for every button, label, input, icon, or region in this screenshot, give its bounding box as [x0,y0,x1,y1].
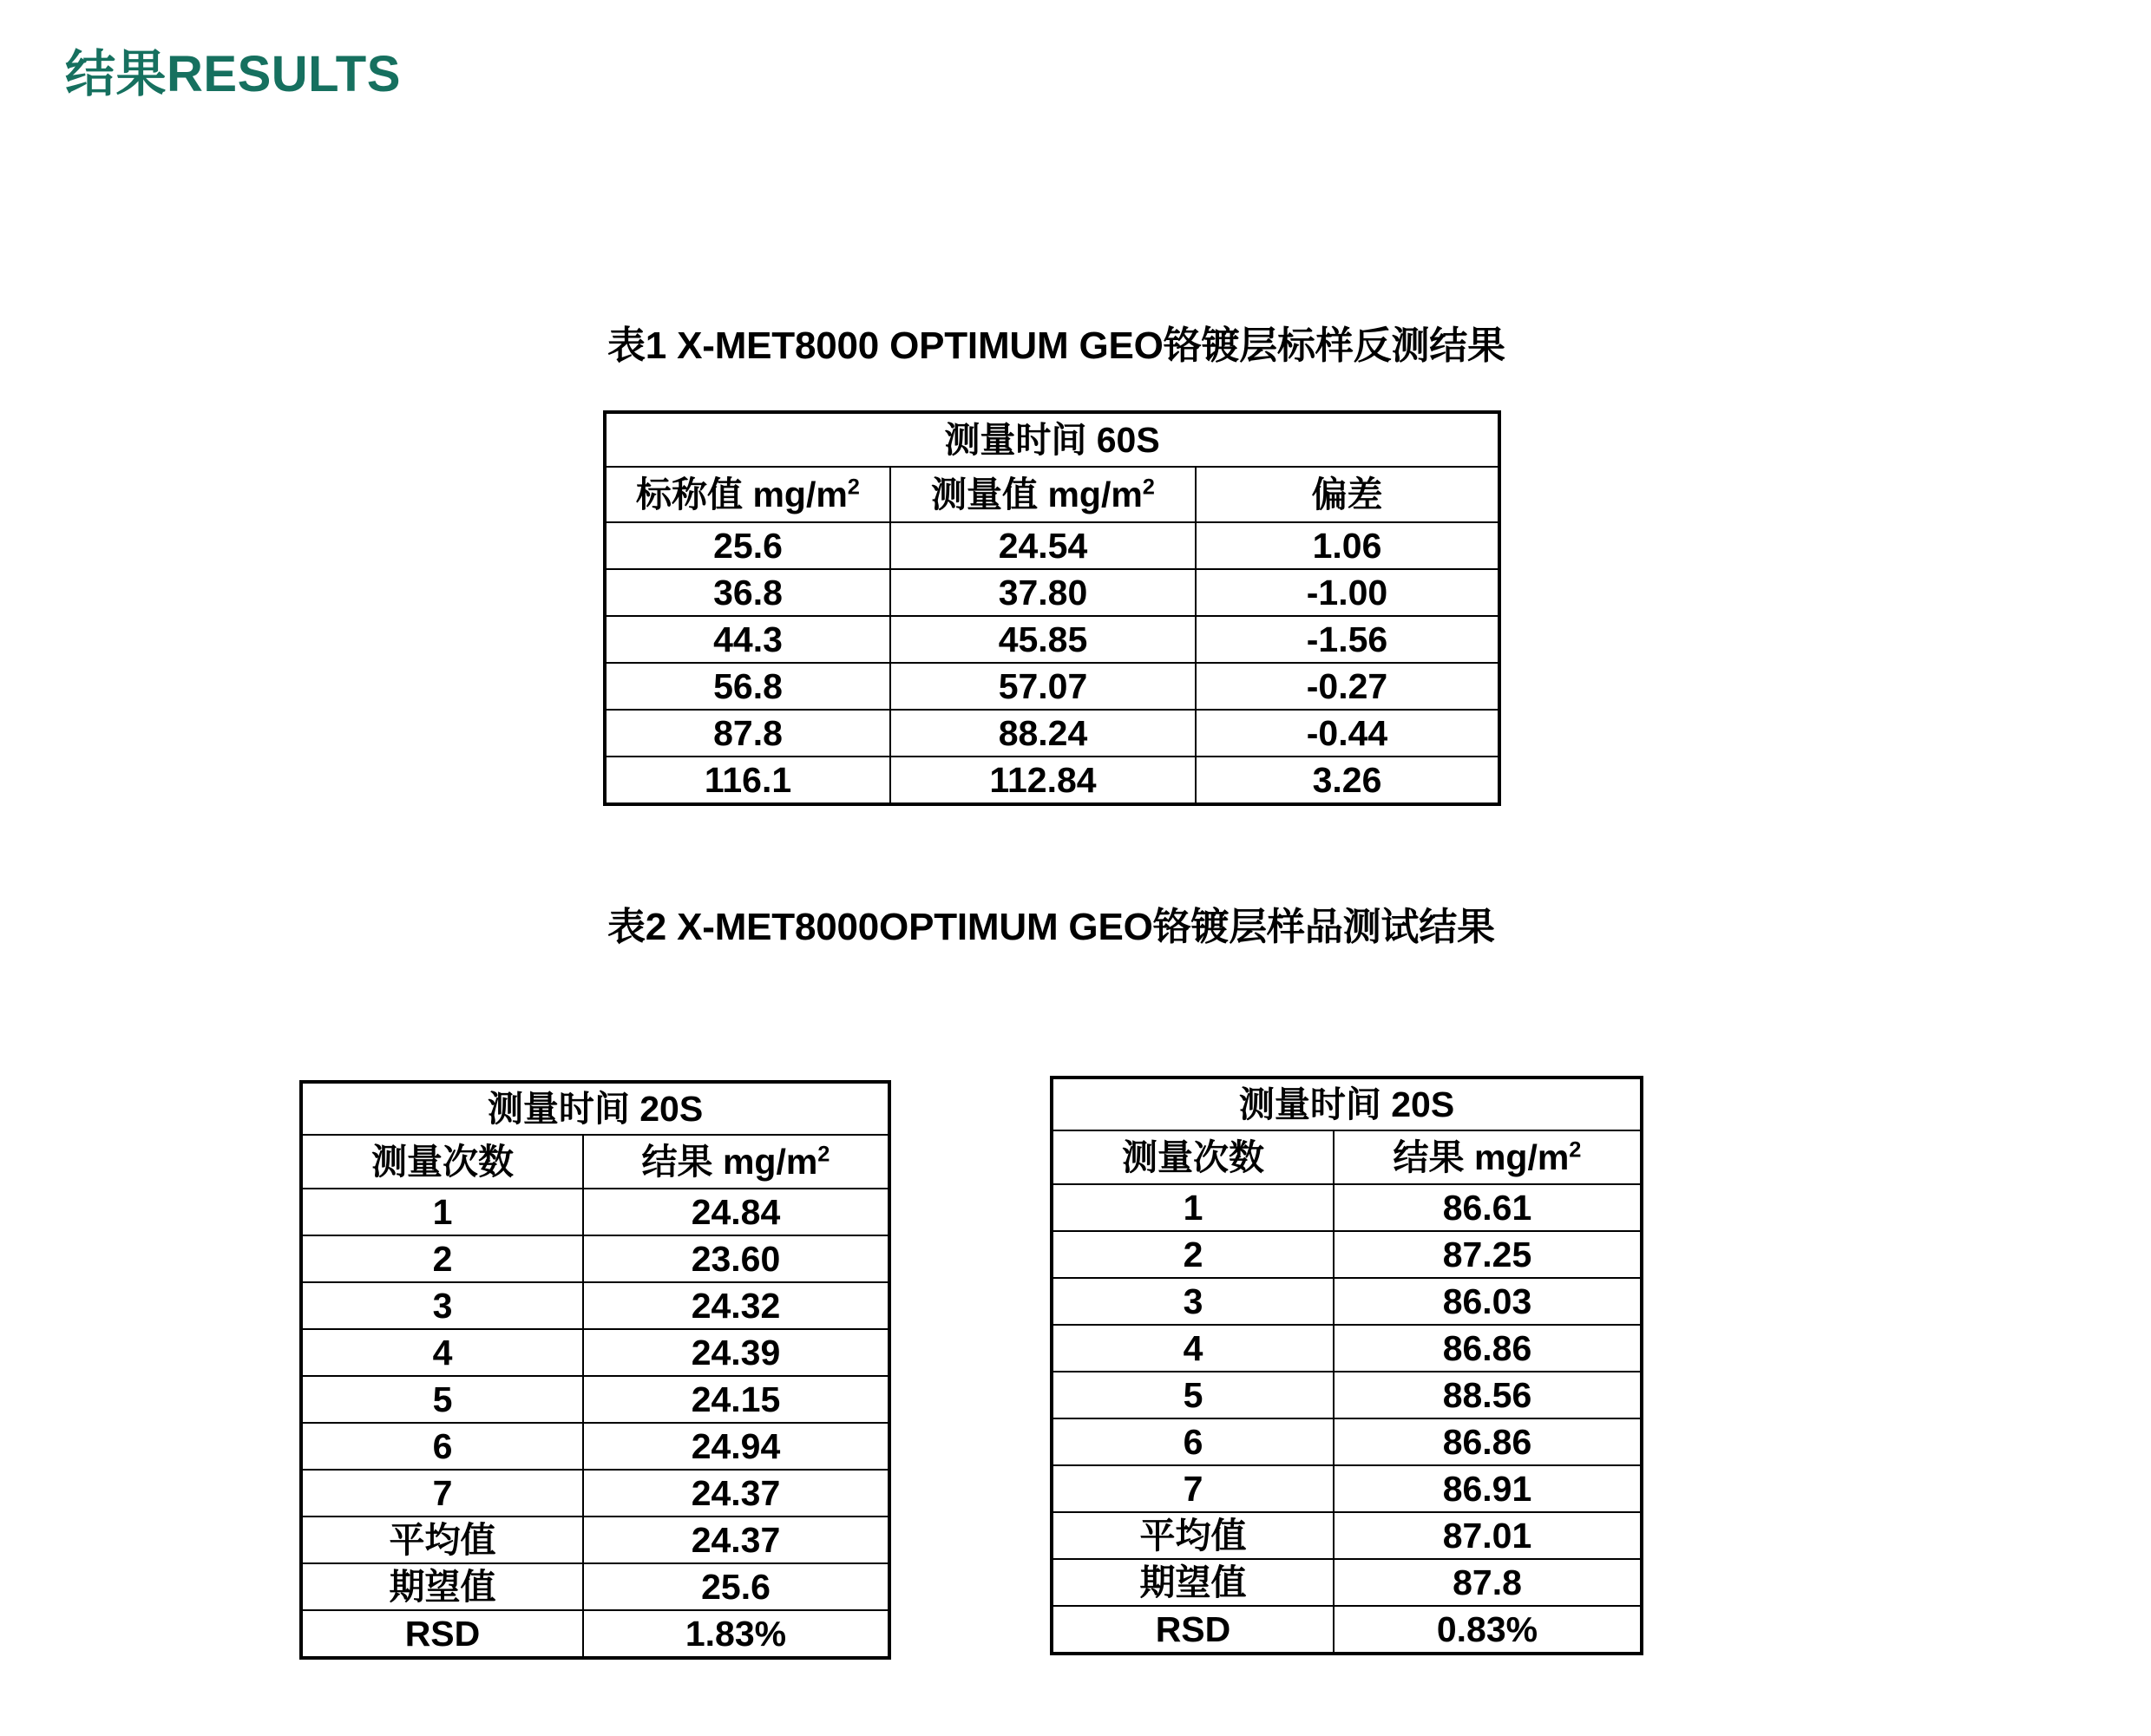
table-1-col-header-nominal-text: 标称值 mg/m [636,474,848,514]
table-row [605,663,1499,710]
cell-result: 24.32 [583,1282,889,1329]
cell-index: 2 [301,1235,583,1282]
cell-index: 6 [301,1423,583,1470]
cell-value-rsd: 1.83% [583,1610,889,1658]
table-2a-col-header-count-text: 测量次数 [371,1141,514,1182]
cell-nominal: 116.1 [605,757,890,804]
table-2a-body [301,1082,889,1658]
table-row [605,569,1499,616]
table-2-caption: 表2 X-MET8000OPTIMUM GEO铬镀层样品测试结果 [607,906,1495,948]
table-1-span-header-row [605,412,1499,467]
table-row [301,1329,889,1376]
table-row [1052,1278,1642,1325]
table-2a-measurement-time-header: 测量时间 20S [301,1082,889,1135]
table-row [1052,1184,1642,1231]
cell-label-expected: 期望值 [1052,1559,1334,1606]
table-row [301,1282,889,1329]
table-2b-col-header-result [1334,1130,1642,1184]
cell-index: 2 [1052,1231,1334,1278]
table-row [1052,1372,1642,1418]
cell-measured: 112.84 [890,757,1196,804]
cell-nominal: 25.6 [605,522,890,569]
cell-index: 4 [1052,1325,1334,1372]
cell-result: 86.86 [1334,1325,1642,1372]
table-2a-col-header-count [301,1135,583,1189]
cell-deviation: 1.06 [1196,522,1499,569]
cell-result: 87.25 [1334,1231,1642,1278]
cell-result: 23.60 [583,1235,889,1282]
sample-repeatability-table-low [299,1080,891,1660]
table-row-expected [1052,1559,1642,1606]
table-row-rsd [1052,1606,1642,1654]
table-row [301,1376,889,1423]
table-row [301,1235,889,1282]
table-1-col-header-measured-text: 测量值 mg/m [931,474,1143,514]
cell-label-average: 平均值 [1052,1512,1334,1559]
table-row [1052,1231,1642,1278]
table-row-average [301,1517,889,1563]
cell-result: 86.86 [1334,1418,1642,1465]
table-row-average [1052,1512,1642,1559]
cell-value-average: 87.01 [1334,1512,1642,1559]
cell-value-expected: 87.8 [1334,1559,1642,1606]
table-row-expected [301,1563,889,1610]
table-1-col-header-nominal [605,467,890,522]
cell-deviation: -0.27 [1196,663,1499,710]
table-row [301,1189,889,1235]
table-2b-body [1052,1078,1642,1654]
table-2b-col-header-count-text: 测量次数 [1122,1137,1264,1177]
cell-result: 88.56 [1334,1372,1642,1418]
chromium-plating-standard-verification-table [603,410,1501,806]
cell-result: 24.37 [583,1470,889,1517]
table-1-body [605,412,1499,804]
table-2a-column-header-row [301,1135,889,1189]
table-2b-col-header-result-text: 结果 mg/m [1393,1137,1570,1177]
cell-result: 86.03 [1334,1278,1642,1325]
cell-deviation: 3.26 [1196,757,1499,804]
table-2b-col-header-result-sup: 2 [1569,1137,1582,1163]
table-1-measurement-time-header: 测量时间 60S [605,412,1499,467]
cell-index: 3 [301,1282,583,1329]
cell-measured: 57.07 [890,663,1196,710]
cell-index: 1 [301,1189,583,1235]
table-row [301,1470,889,1517]
cell-result: 24.15 [583,1376,889,1423]
cell-index: 5 [1052,1372,1334,1418]
sample-repeatability-table-high [1050,1076,1643,1655]
cell-label-rsd: RSD [1052,1606,1334,1654]
table-2b-col-header-count [1052,1130,1334,1184]
cell-value-expected: 25.6 [583,1563,889,1610]
table-1-col-header-nominal-sup: 2 [847,475,860,500]
cell-nominal: 44.3 [605,616,890,663]
cell-nominal: 87.8 [605,710,890,757]
cell-deviation: -1.00 [1196,569,1499,616]
table-row [1052,1325,1642,1372]
table-row [301,1423,889,1470]
table-1-col-header-measured-sup: 2 [1142,475,1155,500]
table-row [1052,1418,1642,1465]
table-2a-col-header-result-text: 结果 mg/m [641,1141,818,1182]
cell-index: 4 [301,1329,583,1376]
cell-measured: 24.54 [890,522,1196,569]
page-title: 结果RESULTS [65,46,401,102]
cell-index: 6 [1052,1418,1334,1465]
cell-result: 24.94 [583,1423,889,1470]
cell-measured: 37.80 [890,569,1196,616]
table-row [605,616,1499,663]
table-2a-span-header-row [301,1082,889,1135]
cell-index: 7 [1052,1465,1334,1512]
cell-label-expected: 期望值 [301,1563,583,1610]
table-2b-column-header-row [1052,1130,1642,1184]
cell-deviation: -0.44 [1196,710,1499,757]
table-row [1052,1465,1642,1512]
table-1-col-header-deviation [1196,467,1499,522]
cell-label-average: 平均值 [301,1517,583,1563]
table-2b-measurement-time-header: 测量时间 20S [1052,1078,1642,1130]
table-1-column-header-row [605,467,1499,522]
cell-index: 3 [1052,1278,1334,1325]
table-1-col-header-deviation-text: 偏差 [1311,474,1383,514]
table-row-rsd [301,1610,889,1658]
table-row [605,522,1499,569]
cell-value-rsd: 0.83% [1334,1606,1642,1654]
cell-result: 24.84 [583,1189,889,1235]
cell-index: 1 [1052,1184,1334,1231]
cell-measured: 88.24 [890,710,1196,757]
table-2a-col-header-result-sup: 2 [817,1142,830,1167]
table-1-col-header-measured [890,467,1196,522]
cell-index: 7 [301,1470,583,1517]
cell-index: 5 [301,1376,583,1423]
cell-result: 86.91 [1334,1465,1642,1512]
cell-deviation: -1.56 [1196,616,1499,663]
cell-nominal: 56.8 [605,663,890,710]
table-row [605,757,1499,804]
table-2b-span-header-row [1052,1078,1642,1130]
table-1-caption: 表1 X-MET8000 OPTIMUM GEO铬镀层标样反测结果 [607,324,1505,367]
cell-nominal: 36.8 [605,569,890,616]
table-2a-col-header-result [583,1135,889,1189]
cell-result: 86.61 [1334,1184,1642,1231]
table-row [605,710,1499,757]
cell-measured: 45.85 [890,616,1196,663]
cell-label-rsd: RSD [301,1610,583,1658]
cell-result: 24.39 [583,1329,889,1376]
cell-value-average: 24.37 [583,1517,889,1563]
